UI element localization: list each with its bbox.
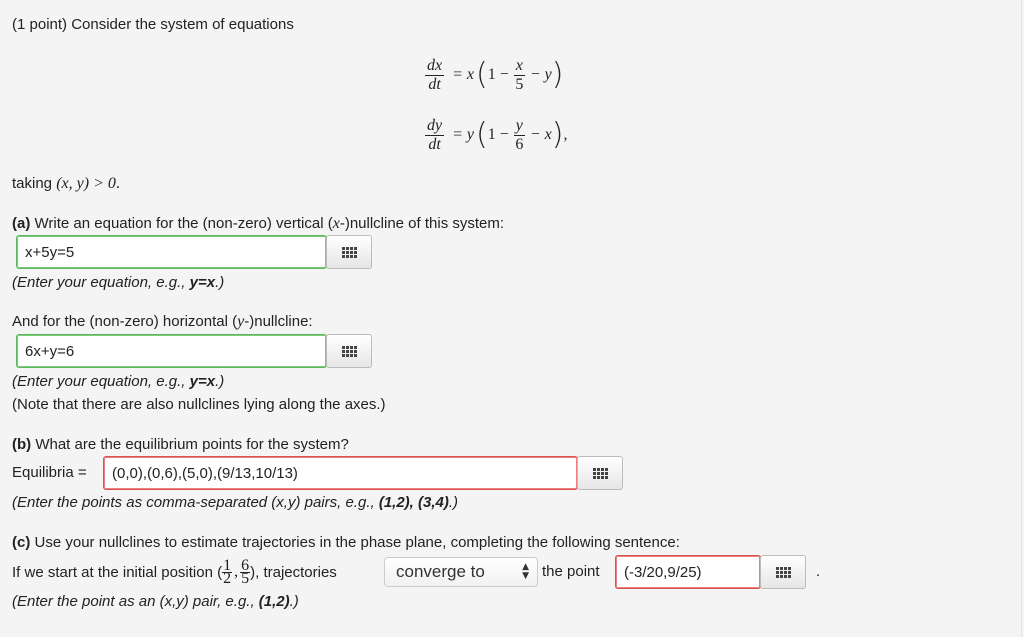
grid-keypad-icon [776,567,791,578]
domain-condition: taking (x, y) > 0. [12,175,120,192]
limit-point-input[interactable]: (-3/20,9/25) [615,555,761,589]
equation-editor-button-b[interactable] [577,456,623,490]
trajectory-behavior-select[interactable]: converge to ▲ ▼ [384,557,538,587]
part-b-prompt: (b) What are the equilibrium points for the system? [12,436,349,453]
fraction-y-over-6: $\frac{y}{6}$ [515,116,524,153]
hint-c: (Enter the point as an (x,y) pair, e.g., (1,2).) [12,593,299,610]
hint-a1: (Enter your equation, e.g., y=x.) [12,274,225,291]
initial-y-fraction: $\frac{6}{5}$ [241,556,250,587]
equation-dx-dt: $\frac{dx}{dt}$ = x ( 1 − $\frac{x}{5}$ − y ) [427,56,564,93]
the-point-label: the point [542,563,600,580]
part-c-sentence: If we start at the initial position ( $\frac{1}{2}$ , $\frac{6}{5}$ ), trajectories [12,556,337,587]
equilibria-input[interactable]: (0,0),(0,6),(5,0),(9/13,10/13) [103,456,578,490]
equilibria-label: Equilibria = [12,464,87,481]
points-label: (1 point) [12,16,68,33]
up-down-arrows-icon: ▲ ▼ [522,562,529,581]
equation-editor-button-a2[interactable] [326,334,372,368]
equation-dy-dt: $\frac{dy}{dt}$ = y ( 1 − $\frac{y}{6}$ − x ) , [427,116,568,153]
grid-keypad-icon [593,468,608,479]
hint-b: (Enter the points as comma-separated (x,y) pairs, e.g., (1,2), (3,4).) [12,494,459,511]
equation-editor-button-a1[interactable] [326,235,372,269]
part-c-prompt: (c) Use your nullclines to estimate trajectories in the phase plane, completing the following sentence: [12,534,680,551]
part-a-prompt: (a) Write an equation for the (non-zero) vertical (x-)nullcline of this system: [12,215,505,232]
problem-header [12,16,294,33]
fraction-x-over-5: $\frac{x}{5}$ [515,56,524,93]
grid-keypad-icon [342,346,357,357]
part-a-prompt-horizontal: And for the (non-zero) horizontal (y-)nullcline: [12,313,313,330]
problem-intro: Consider the system of equations [71,16,294,33]
vertical-nullcline-input[interactable]: x+5y=5 [16,235,327,269]
initial-x-fraction: $\frac{1}{2}$ [223,556,232,587]
equation-editor-button-c[interactable] [760,555,806,589]
grid-keypad-icon [342,247,357,258]
axes-nullcline-note: (Note that there are also nullclines lying along the axes.) [12,396,386,413]
hint-a2: (Enter your equation, e.g., y=x.) [12,373,225,390]
horizontal-nullcline-input[interactable]: 6x+y=6 [16,334,327,368]
sentence-end-period: . [816,563,821,580]
derivative-dx-dt: $\frac{dx}{dt}$ [427,56,443,93]
derivative-dy-dt: $\frac{dy}{dt}$ [427,116,443,153]
